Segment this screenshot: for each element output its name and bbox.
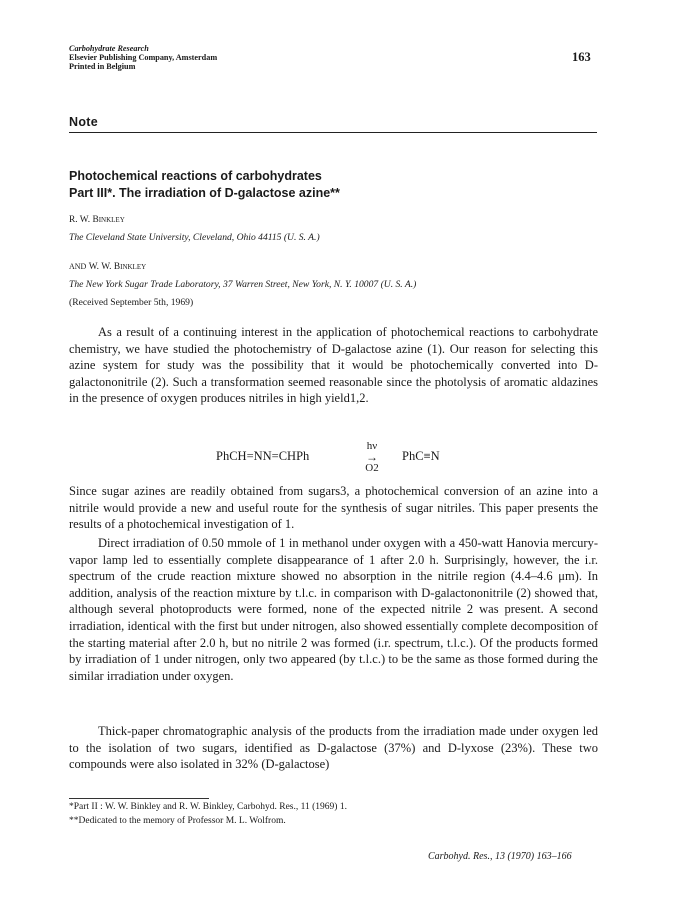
publisher-info (69, 44, 217, 71)
page-number: 163 (572, 50, 591, 64)
section-label: Note (69, 115, 98, 129)
footnote-2: **Dedicated to the memory of Professor M. L. Wolfrom. (69, 816, 286, 826)
journal-name: Carbohydrate Research (69, 44, 149, 53)
footnote-rule (69, 798, 209, 799)
affiliation-2: The New York Sugar Trade Laboratory, 37 Warren Street, New York, N. Y. 10007 (U. S. A.) (69, 279, 417, 290)
received-date: (Received September 5th, 1969) (69, 297, 194, 308)
arrow-icon: → (366, 450, 378, 464)
paragraph-4 (69, 723, 598, 773)
reaction-arrow (357, 440, 387, 474)
paragraph-3-text: Direct irradiation of 0.50 mmole of 1 in methanol under oxygen with a 450-watt Hanovia mercury-vapor lamp led to essentially complete disappearance of 1 after 2.0 h. Surprisingly, however, the i.r. spectrum of the crude reaction mixture showed no absorption in the nitrile region (4.4–4.6 μm). In addition, analysis of the reaction mixture by t.l.c. in comparison with D-galactononitrile (2) showed that, although several photoproducts were formed, none of the expected nitrile 2 was present. A second irradiation, identical with the first but under nitrogen, also showed essentially complete decomposition of the starting material after 2.0 h, but no nitrile 2 was formed (i.r. spectrum, t.l.c.). Of the products formed by irradiation of 1 under nitrogen, only two appeared (by t.l.c.) to be the same as those formed during the similar irradiation under oxygen. (69, 536, 598, 683)
section-rule (69, 132, 597, 133)
printed-in: Printed in Belgium (69, 62, 136, 71)
paragraph-1 (69, 324, 598, 407)
affiliation-1: The Cleveland State University, Cleveland, Ohio 44115 (U. S. A.) (69, 232, 320, 243)
author-1: R. W. Binkley (69, 215, 125, 225)
and-label: AND (69, 262, 87, 271)
paragraph-2 (69, 483, 598, 533)
paragraph-3 (69, 535, 598, 684)
author-2-line (69, 261, 146, 273)
publisher-name: Elsevier Publishing Company, Amsterdam (69, 53, 218, 62)
paragraph-2-text: Since sugar azines are readily obtained from sugars3, a photochemical conversion of an azine into a nitrile would provide a new and useful route for the synthesis of sugar nitriles. This paper presents the results of a photochemical investigation of 1. (69, 484, 598, 532)
article-title (69, 168, 340, 202)
title-line-2: Part III*. The irradiation of D-galactose azine** (69, 186, 340, 200)
paragraph-4-text: Thick-paper chromatographic analysis of the products from the irradiation made under oxygen led to the isolation of two sugars, identified as D-galactose (37%) and D-lyxose (23%). These two compounds were also isolated in 32% (D-galactose) (69, 724, 598, 772)
footnote-1: *Part II : W. W. Binkley and R. W. Binkley, Carbohyd. Res., 11 (1969) 1. (69, 802, 347, 812)
title-line-1: Photochemical reactions of carbohydrates (69, 169, 322, 183)
below-arrow: O2 (365, 462, 379, 474)
equation-product: PhC≡N (402, 449, 440, 463)
journal-citation (428, 851, 572, 862)
paragraph-1-text: As a result of a continuing interest in the application of photochemical reactions to carbohydrate chemistry, we have studied the photochemistry of D-galactose azine (1). Our reason for selecting this azine system for study was the possibility that it would be photochemically converted into D-galactononitrile (2). Such a transformation seemed reasonable since the photolysis of aromatic aldazines in the presence of oxygen produces nitriles in high yield1,2. (69, 325, 598, 406)
citation-text: Carbohyd. Res., 13 (1970) 163–166 (428, 851, 572, 862)
equation-reactant: PhCH=NN=CHPh (216, 449, 310, 463)
author-2: W. W. Binkley (88, 262, 147, 272)
above-arrow: hν (366, 440, 378, 452)
